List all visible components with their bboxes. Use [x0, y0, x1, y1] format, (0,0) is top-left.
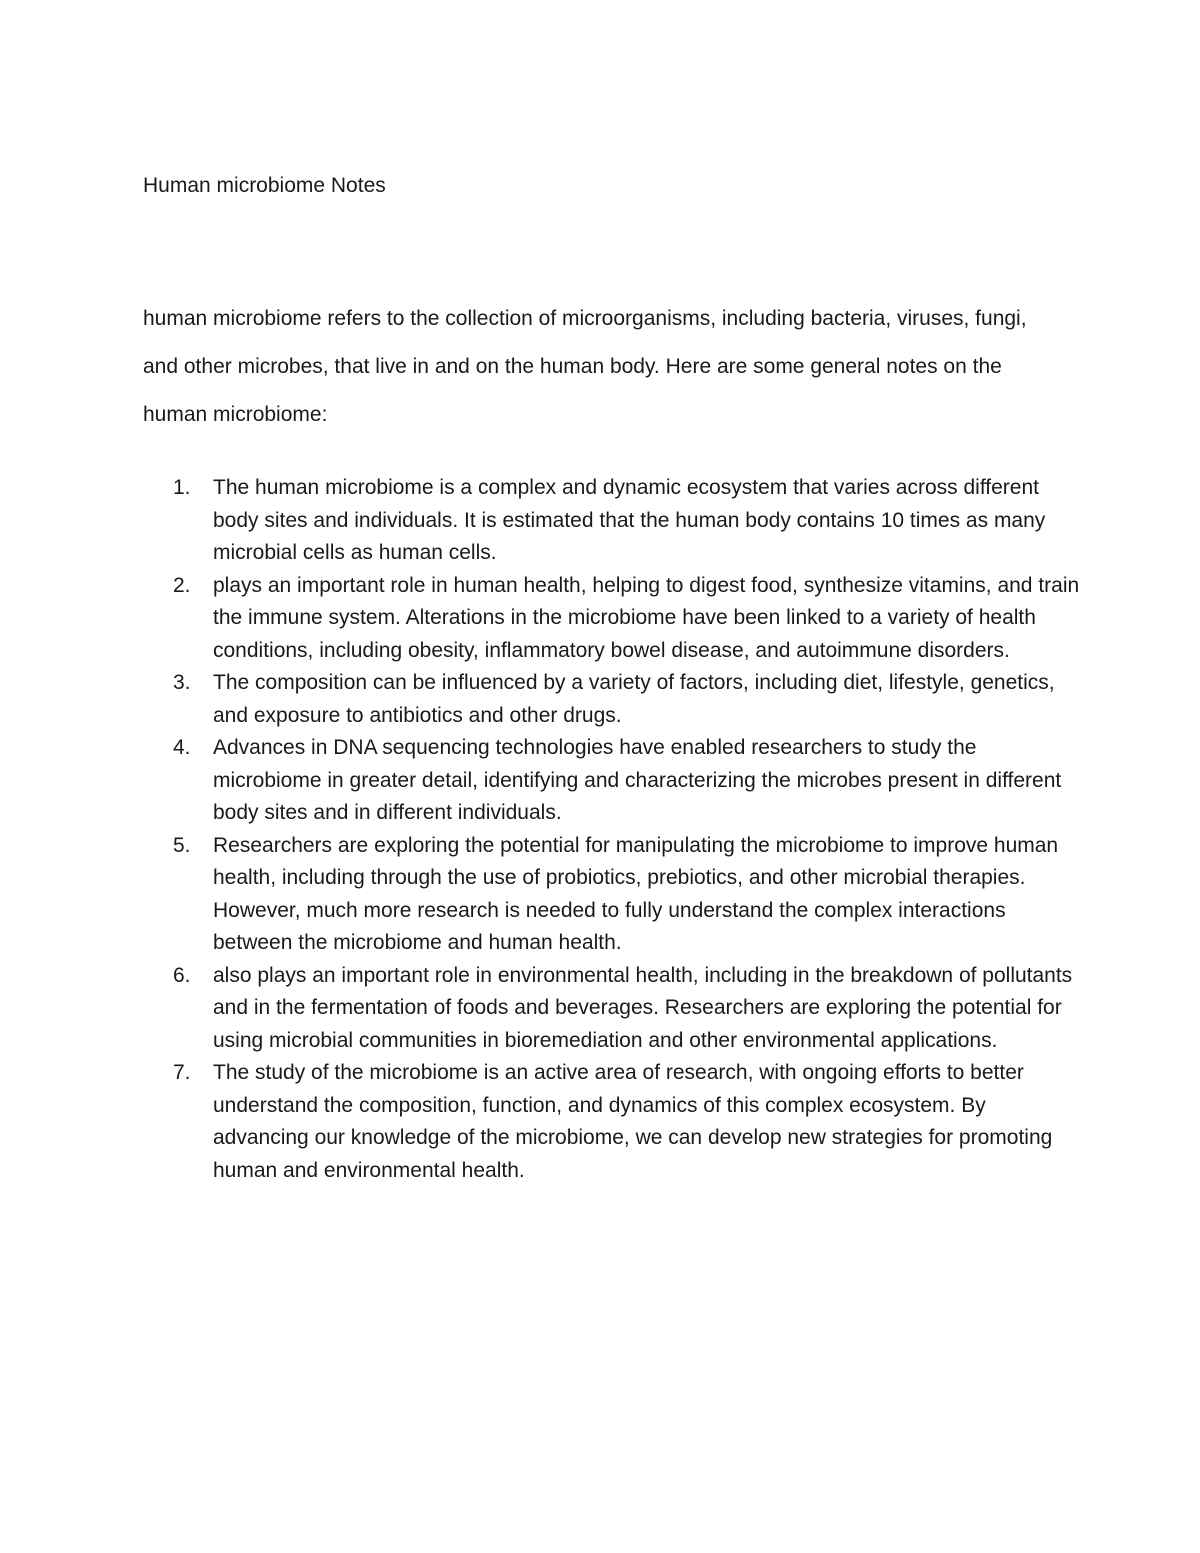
list-item-text: Advances in DNA sequencing technologies have enabled researchers to study the microbiome in greater detail, identifying and characterizing the microbes present in different body sites and in different individuals. — [213, 736, 1062, 824]
list-item-number: 4. — [173, 736, 191, 759]
intro-paragraph: human microbiome refers to the collection of microorganisms, including bacteria, viruses, fungi, and other microbes, that live in and on the human body. Here are some general notes on the human microbiome: — [143, 307, 1027, 426]
list-item-text: Researchers are exploring the potential for manipulating the microbiome to improve human health, including through the use of probiotics, prebiotics, and other microbial therapies. However, much more research is needed to fully understand the complex interactions between the microbiome and human health. — [213, 833, 1059, 954]
list-item-text: The human microbiome is a complex and dynamic ecosystem that varies across different body sites and individuals. It is estimated that the human body contains 10 times as many microbial cells as human cells. — [213, 476, 1046, 564]
list-item-number: 3. — [173, 671, 191, 694]
list-item — [143, 830, 1083, 960]
list-item-number: 6. — [173, 963, 191, 987]
list-item-text: The study of the microbiome is an active area of research, with ongoing efforts to better understand the composition, function, and dynamics of this complex ecosystem. By advancing our knowledge of the microbiome, we can develop new strategies for promoting human and environmental health. — [213, 1061, 1053, 1182]
list-item-number: 1. — [173, 476, 191, 499]
list-item-number: 5. — [173, 833, 191, 857]
notes-list — [143, 472, 1083, 1187]
list-item — [143, 1057, 1083, 1187]
list-item-text: The composition can be influenced by a variety of factors, including diet, lifestyle, genetics, and exposure to antibiotics and other drugs. — [213, 671, 1055, 727]
list-item — [143, 570, 1083, 668]
list-item — [143, 960, 1083, 1058]
list-item — [143, 667, 1083, 732]
list-item-text: also plays an important role in environmental health, including in the breakdown of pollutants and in the fermentation of foods and beverages. Researchers are exploring the potential for using microbial communities in bioremediation and other environmental applications. — [213, 963, 1073, 1052]
list-item-text: plays an important role in human health, helping to digest food, synthesize vitamins, and train the immune system. Alterations in the microbiome have been linked to a variety of health conditions, including obesity, inflammatory bowel disease, and autoimmune disorders. — [213, 573, 1080, 662]
list-item-number: 7. — [173, 1061, 191, 1084]
list-item — [143, 732, 1083, 830]
list-item — [143, 472, 1083, 570]
document-title: Human microbiome Notes — [143, 174, 386, 197]
list-item-number: 2. — [173, 573, 191, 597]
